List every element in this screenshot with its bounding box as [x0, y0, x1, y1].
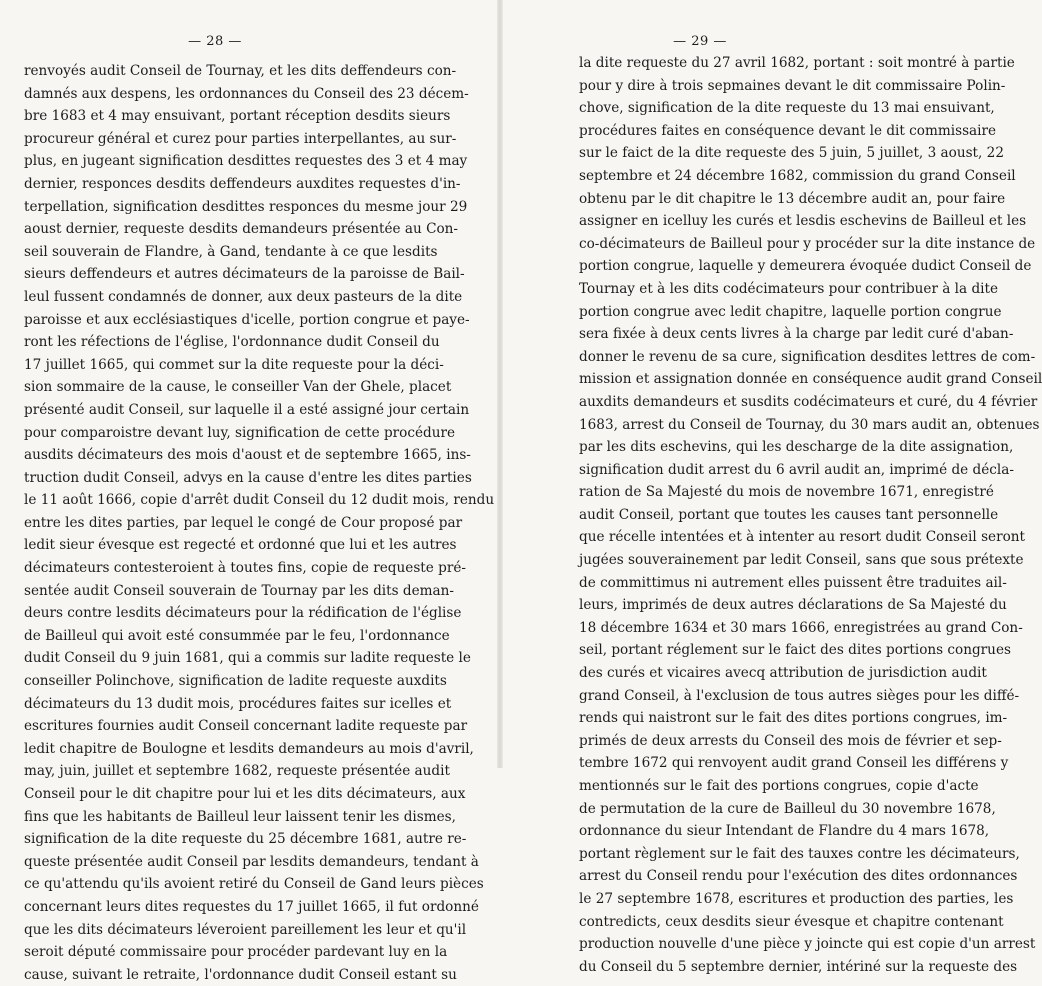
- text-line: dernier, responces desdits deffendeurs auxdites requestes d'in-: [24, 175, 461, 192]
- text-line: Tournay et à les dits codécimateurs pour contribuer à la dite: [579, 280, 999, 297]
- text-line: aoust dernier, requeste desdits demandeurs présentée au Con-: [24, 221, 459, 238]
- text-line: entre les dites parties, par lequel le congé de Cour proposé par: [24, 514, 463, 531]
- text-line: sentée audit Conseil souverain de Tournay par les dits deman-: [24, 582, 454, 599]
- text-line: ledit sieur évesque est regecté et ordonné que lui et les autres: [24, 537, 457, 554]
- text-line: de Bailleul qui avoit esté consummée par le feu, l'ordonnance: [24, 627, 450, 644]
- text-line: ration de Sa Majesté du mois de novembre 1671, enregistré: [579, 484, 994, 501]
- text-line: décimateurs contesteroient à toutes fins, copie de requeste pré-: [24, 560, 466, 577]
- text-line: concernant leurs dites requestes du 17 juillet 1665, il fut ordonné: [24, 898, 479, 915]
- text-line: le 11 août 1666, copie d'arrêt dudit Conseil du 12 dudit mois, rendu: [24, 492, 495, 509]
- text-line: signification de la dite requeste du 25 décembre 1681, autre re-: [24, 831, 467, 848]
- text-line: cause, suivant le retraite, l'ordonnance dudit Conseil estant su: [24, 966, 457, 983]
- text-line: ausdits décimateurs des mois d'aoust et de septembre 1665, ins-: [24, 447, 471, 464]
- text-line: sion sommaire de la cause, le conseiller Van der Ghele, placet: [24, 379, 452, 396]
- text-line: procédures faites en conséquence devant le dit commissaire: [579, 122, 997, 139]
- text-line: conseiller Polinchove, signification de ladite requeste auxdits: [24, 673, 447, 690]
- text-line: leul fussent condamnés de donner, aux deux pasteurs de la dite: [24, 288, 463, 305]
- text-line: par les dits eschevins, qui les descharge de la dite assignation,: [579, 439, 1014, 456]
- text-line: 18 décembre 1634 et 30 mars 1666, enregistrées au grand Con-: [579, 619, 1023, 636]
- text-line: procureur général et curez pour parties interpellantes, au sur-: [24, 130, 457, 147]
- text-line: terpellation, signification desdittes responces du mesme jour 29: [24, 198, 468, 215]
- text-line: 1683, arrest du Conseil de Tournay, du 30 mars audit an, obtenues: [579, 416, 1040, 433]
- text-line: donner le revenu de sa cure, signification desdites lettres de com-: [579, 348, 1036, 365]
- text-line: Conseil pour le dit chapitre pour lui et les dits décimateurs, aux: [24, 786, 466, 802]
- page-body-text: [579, 52, 1042, 978]
- text-line: mentionnés sur le fait des portions congrues, copie d'acte: [579, 778, 979, 794]
- text-line: que récelle intentées et à intenter au resort dudit Conseil seront: [579, 529, 1025, 546]
- text-line: septembre et 24 décembre 1682, commission du grand Conseil: [579, 167, 1016, 184]
- text-line: portion congrue avec ledit chapitre, laquelle portion congrue: [579, 303, 1002, 320]
- text-line: escritures fournies audit Conseil concernant ladite requeste par: [24, 718, 468, 735]
- text-line: décimateurs du 13 dudit mois, procédures faites sur icelles et: [24, 695, 452, 712]
- text-line: auxdits demandeurs et susdits codécimateurs et curé, du 4 février: [579, 393, 1038, 410]
- text-line: de committimus ni autrement elles puissent être traduites ail-: [579, 574, 1007, 591]
- text-line: obtenu par le dit chapitre le 13 décembre audit an, pour faire: [579, 190, 1006, 207]
- text-line: leurs, imprimés de deux autres déclarations de Sa Majesté du: [579, 597, 1007, 614]
- text-line: 17 juillet 1665, qui commet sur la dite requeste pour la déci-: [24, 356, 444, 373]
- text-line: dudit Conseil du 9 juin 1681, qui a commis sur ladite requeste le: [24, 650, 471, 667]
- right-page: [500, 0, 1042, 975]
- text-line: ce qu'attendu qu'ils avoient retiré du Conseil de Gand leurs pièces: [24, 876, 484, 893]
- text-line: seil, portant réglement sur le faict des dites portions congrues: [579, 642, 1011, 659]
- text-line: fins que les habitants de Bailleul leur laissent tenir les dismes,: [24, 808, 456, 825]
- left-page: [0, 0, 500, 983]
- page-number: — 28 —: [188, 34, 242, 49]
- text-line: queste présentée audit Conseil par lesdits demandeurs, tendant à: [24, 853, 479, 870]
- text-line: seroit député commissaire pour procéder pardevant luy en la: [24, 944, 448, 961]
- text-line: arrest du Conseil rendu pour l'exécution des dites ordonnances: [579, 868, 1018, 885]
- text-line: pour y dire à trois sepmaines devant le dit commissaire Polin-: [579, 77, 1006, 94]
- text-line: des curés et vicaires avecq attribution de jurisdiction audit: [579, 665, 987, 682]
- text-line: deurs contre lesdits décimateurs pour la rédification de l'église: [24, 605, 462, 622]
- text-line: le 27 septembre 1678, escritures et production des parties, les: [579, 890, 1014, 907]
- text-line: chove, signification de la dite requeste du 13 mai ensuivant,: [579, 100, 995, 117]
- text-line: seil souverain de Flandre, à Gand, tendante à ce que lesdits: [24, 243, 438, 260]
- text-line: que les dits décimateurs léveroient pareillement les leur et qu'il: [24, 921, 467, 938]
- text-line: portant règlement sur le fait des tauxes contre les décimateurs,: [579, 845, 1020, 862]
- text-line: co-décimateurs de Bailleul pour y procéder sur la dite instance de: [579, 235, 1036, 252]
- text-line: primés de deux arrests du Conseil des mois de février et sep-: [579, 732, 1002, 749]
- text-line: de permutation de la cure de Bailleul du 30 novembre 1678,: [579, 800, 996, 817]
- text-line: sieurs deffendeurs et autres décimateurs de la paroisse de Bail-: [24, 266, 465, 283]
- text-line: la dite requeste du 27 avril 1682, portant : soit montré à partie: [579, 55, 1015, 71]
- text-line: damnés aux despens, les ordonnances du Conseil des 23 décem-: [24, 85, 469, 102]
- text-line: jugées souverainement par ledit Conseil, sans que sous prétexte: [579, 552, 1024, 569]
- text-line: ordonnance du sieur Intendant de Flandre du 4 mars 1678,: [579, 823, 990, 840]
- text-line: sur le faict de la dite requeste des 5 juin, 5 juillet, 3 aoust, 22: [579, 145, 1004, 162]
- page-body-text: [24, 60, 495, 986]
- text-line: may, juin, juillet et septembre 1682, requeste présentée audit: [24, 763, 450, 780]
- text-line: paroisse et aux ecclésiastiques d'icelle, portion congrue et paye-: [24, 311, 470, 328]
- text-line: sera fixée à deux cents livres à la charge par ledit curé d'aban-: [579, 326, 1014, 343]
- text-line: assigner en icelluy les curés et lesdis eschevins de Bailleul et les: [579, 213, 1027, 230]
- text-line: du Conseil du 5 septembre dernier, intériné sur la requeste des: [579, 958, 1018, 975]
- page-number: — 29 —: [673, 34, 727, 49]
- text-line: renvoyés audit Conseil de Tournay, et les dits deffendeurs con-: [24, 63, 457, 79]
- text-line: mission et assignation donnée en conséquence audit grand Conseil: [579, 371, 1042, 388]
- text-line: grand Conseil, à l'exclusion de tous autres sièges pour les diffé-: [579, 687, 1020, 704]
- text-line: production nouvelle d'une pièce y joincte qui est copie d'un arrest: [579, 936, 1036, 953]
- text-line: portion congrue, laquelle y demeurera évoquée dudict Conseil de: [579, 258, 1032, 275]
- text-line: tembre 1672 qui renvoyent audit grand Conseil les différens y: [579, 755, 1009, 772]
- text-line: signification dudit arrest du 6 avril audit an, imprimé de décla-: [579, 461, 1014, 478]
- text-line: truction dudit Conseil, advys en la cause d'entre les dites parties: [24, 469, 472, 486]
- text-line: ront les réfections de l'église, l'ordonnance dudit Conseil du: [24, 334, 440, 351]
- text-line: contredicts, ceux desdits sieur évesque et chapitre contenant: [579, 913, 1004, 930]
- text-line: audit Conseil, portant que toutes les causes tant personnelle: [579, 506, 999, 523]
- text-line: bre 1683 et 4 may ensuivant, portant réception desdits sieurs: [24, 108, 451, 125]
- text-line: pour comparoistre devant luy, signification de cette procédure: [24, 424, 456, 441]
- text-line: rends qui naistront sur le fait des dites portions congrues, im-: [579, 710, 1008, 727]
- text-line: ledit chapitre de Boulogne et lesdits demandeurs au mois d'avril,: [24, 740, 474, 757]
- text-line: plus, en jugeant signification desdittes requestes des 3 et 4 may: [24, 153, 468, 170]
- text-line: présenté audit Conseil, sur laquelle il a esté assigné jour certain: [24, 401, 470, 418]
